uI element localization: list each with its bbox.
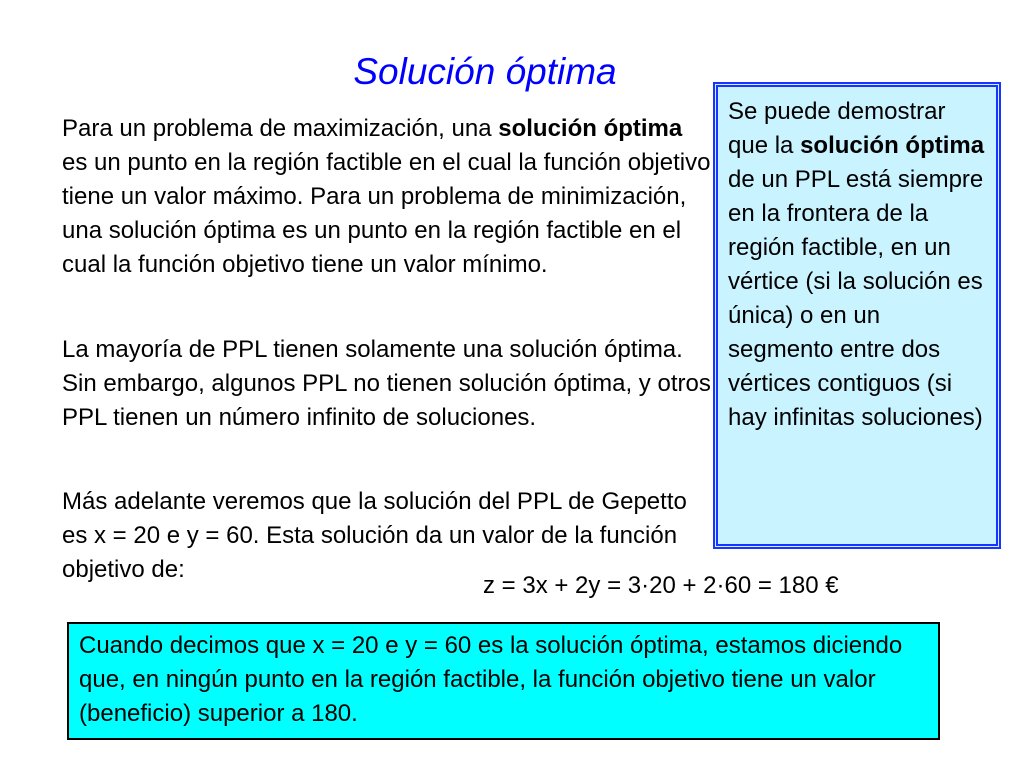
side-note-text-end: de un PPL está siempre en la frontera de la región factible, en un vértice (si la solución es única) o en un segmento entre dos vértices contiguos (si hay infinitas soluciones)	[728, 166, 984, 431]
paragraph-gepetto-example: Más adelante veremos que la solución del PPL de Gepetto es x = 20 e y = 60. Esta solución da un valor de la función objetivo de:	[62, 488, 687, 583]
paragraph-definition-text-start: Para un problema de maximización, una	[62, 115, 499, 142]
objective-function-formula: z = 3x + 2y = 3·20 + 2·60 = 180 €	[483, 572, 839, 599]
paragraph-definition	[62, 112, 712, 282]
slide-title: Solución óptima	[353, 51, 617, 92]
side-note-text-start: Se puede demostrar que la	[728, 98, 946, 159]
conclusion-box: Cuando decimos que x = 20 e y = 60 es la solución óptima, estamos diciendo que, en ningún punto en la región factible, la función objetivo tiene un valor (beneficio) superior a 180.	[67, 622, 940, 740]
paragraph-definition-bold-term: solución óptima	[498, 115, 683, 142]
side-note-bold-term: solución óptima	[800, 132, 985, 159]
side-note-box	[713, 82, 1001, 549]
paragraph-number-of-solutions: La mayoría de PPL tienen solamente una solución óptima. Sin embargo, algunos PPL no tienen solución óptima, y otros PPL tienen un número infinito de soluciones.	[62, 336, 711, 431]
paragraph-definition-text-end: es un punto en la región factible en el cual la función objetivo tiene un valor máximo. Para un problema de minimización, una solución óptima es un punto en la región factible en el cual la función objetivo tiene un valor mínimo.	[62, 149, 711, 278]
